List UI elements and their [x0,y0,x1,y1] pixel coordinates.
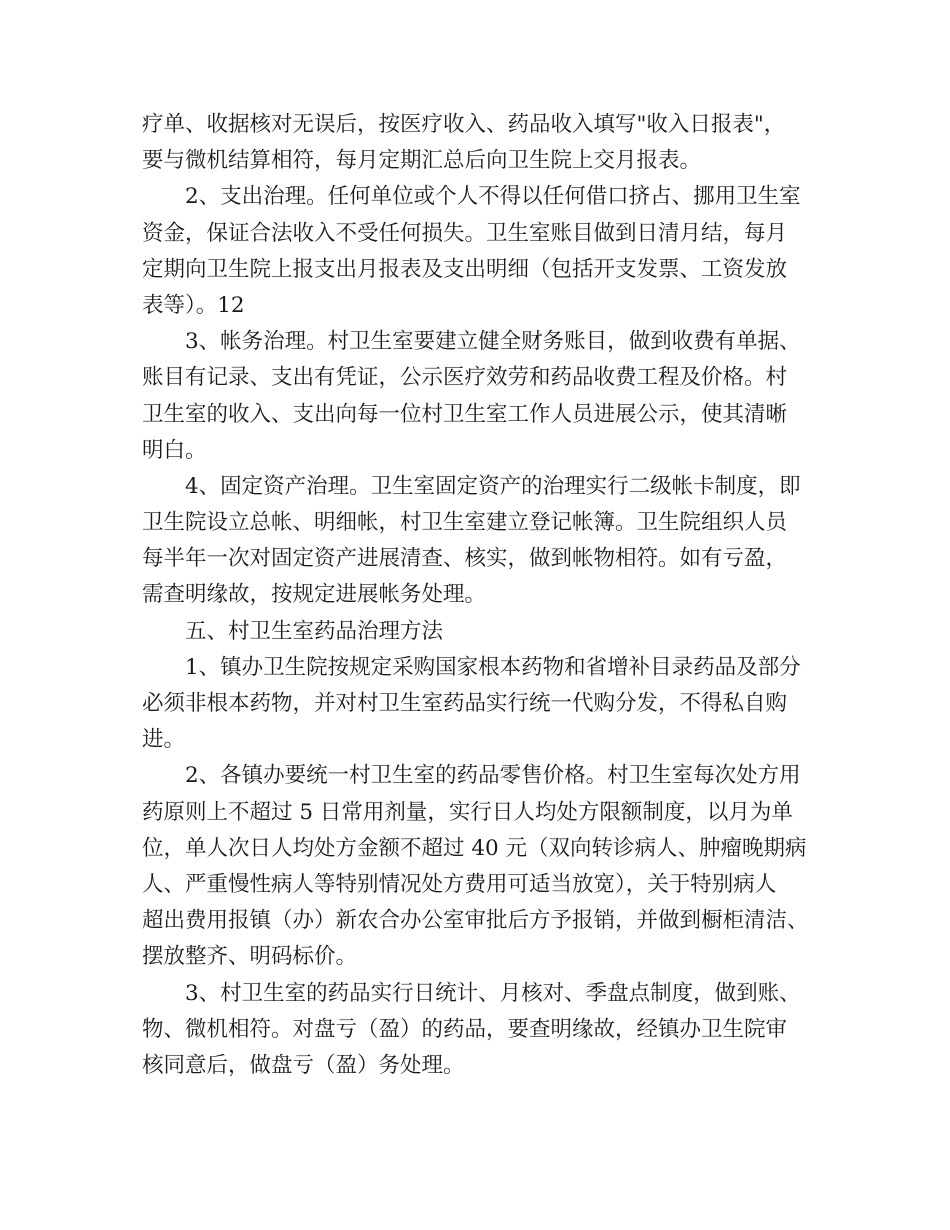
text-line: 卫生院设立总帐、明细帐，村卫生室建立登记帐簿。卫生院组织人员 [142,510,788,536]
document-body [142,107,832,1084]
text-line: 定期向卫生院上报支出月报表及支出明细（包括开支发票、工资发放 [142,256,788,282]
text-line: 资金，保证合法收入不受任何损失。卫生室账目做到日清月结，每月 [142,220,788,246]
text-line: 摆放整齐、明码标价。 [142,944,358,970]
text-line: 要与微机结算相符，每月定期汇总后向卫生院上交月报表。 [142,148,702,174]
text-line: 3、村卫生室的药品实行日统计、月核对、季盘点制度，做到账、 [185,980,801,1006]
text-line: 物、微机相符。对盘亏（盈）的药品，要查明缘故，经镇办卫生院审 [142,1016,788,1042]
text-line: 卫生室的收入、支出向每一位村卫生室工作人员进展公示，使其清晰 [142,401,788,427]
text-line: 疗单、收据核对无误后，按医疗收入、药品收入填写"收入日报表"， [142,112,786,137]
text-line: 2、各镇办要统一村卫生室的药品零售价格。村卫生室每次处方用 [185,763,801,789]
text-line: 表等）。12 [142,292,245,318]
text-line: 1、镇办卫生院按规定采购国家根本药物和省增补目录药品及部分 [185,654,801,680]
text-line: 人、严重慢性病人等特别情况处方费用可适当放宽），关于特别病人 [142,871,777,897]
text-line: 药原则上不超过 5 日常用剂量，实行日人均处方限额制度，以月为单 [142,799,793,825]
text-line: 明白。 [142,437,207,463]
text-line: 每半年一次对固定资产进展清查、核实，做到帐物相符。如有亏盈， [142,546,788,572]
text-line: 超出费用报镇（办）新农合办公室审批后方予报销，并做到橱柜清洁、 [142,908,809,934]
text-line: 3、帐务治理。村卫生室要建立健全财务账目，做到收费有单据、 [185,329,801,355]
text-line: 必须非根本药物，并对村卫生室药品实行统一代购分发，不得私自购 [142,691,788,716]
text-line: 账目有记录、支出有凭证，公示医疗效劳和药品收费工程及价格。村 [142,365,788,391]
text-line: 4、固定资产治理。卫生室固定资产的治理实行二级帐卡制度，即 [185,473,801,499]
text-line: 五、村卫生室药品治理方法 [185,618,444,644]
text-line: 位，单人次日人均处方金额不超过 40 元（双向转诊病人、肿瘤晚期病 [142,835,807,861]
text-line: 2、支出治理。任何单位或个人不得以任何借口挤占、挪用卫生室 [185,184,801,210]
text-line: 进。 [142,727,186,753]
text-line: 需查明缘故，按规定进展帐务处理。 [142,582,487,608]
text-line: 核同意后，做盘亏（盈）务处理。 [142,1052,465,1078]
